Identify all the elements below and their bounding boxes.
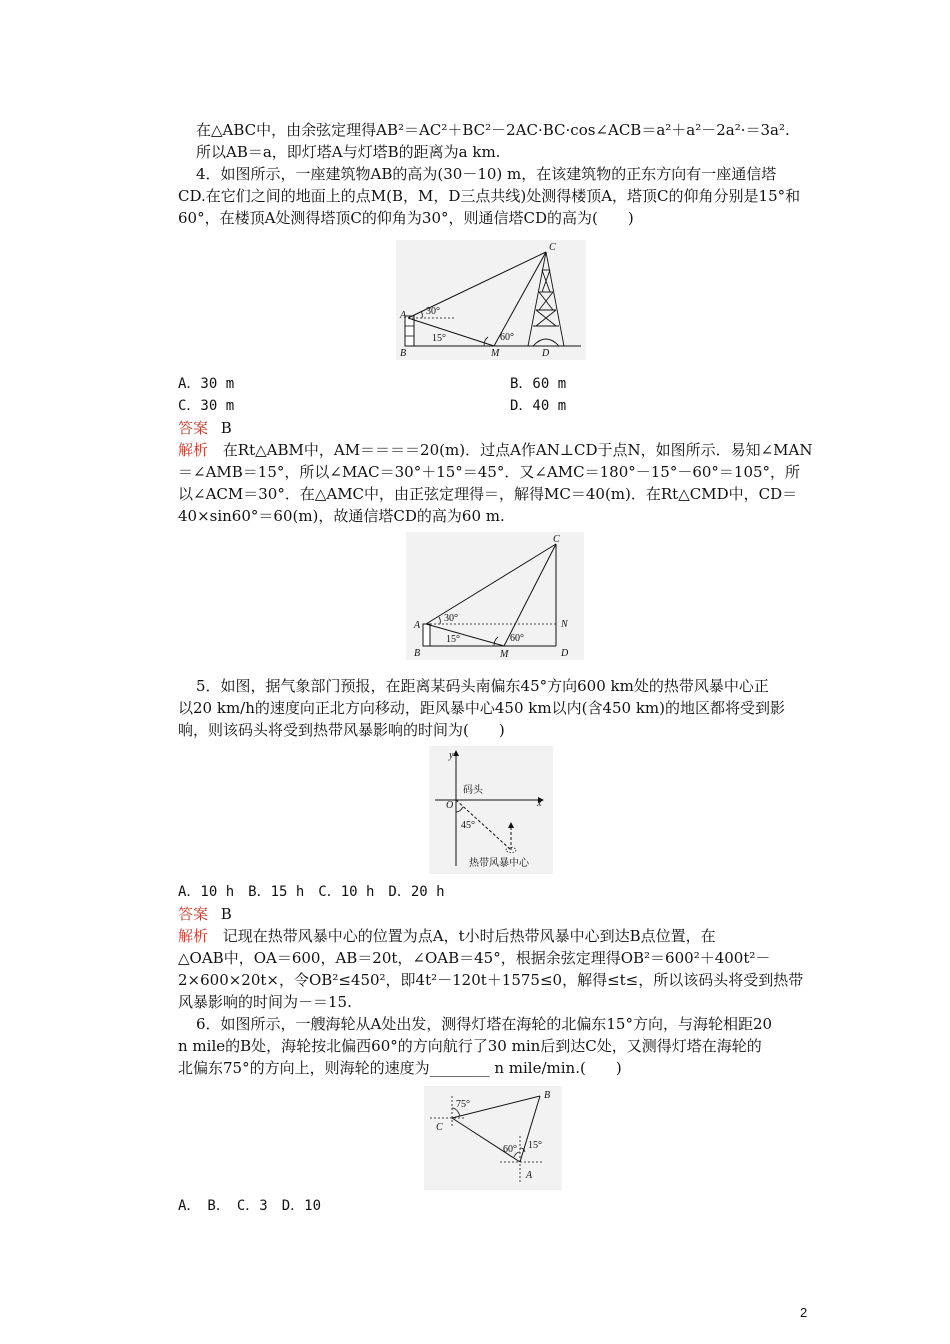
answer-line [178,904,232,924]
angle-60: 60° [503,1144,517,1155]
option-c: C．30 m [178,398,235,414]
label-B: B [400,348,407,359]
angle-15: 15° [446,634,460,645]
angle-60: 60° [510,633,524,644]
label-B: B [544,1090,551,1101]
figure-tower-diagram [396,240,586,360]
angle-45: 45° [461,820,475,831]
angle-15: 15° [432,333,446,344]
axis-y-label: y [449,750,454,761]
analysis-line [178,926,716,946]
label-A: A [526,1170,533,1181]
figure-storm-diagram [429,746,553,874]
dock-label: 码头 [463,785,483,796]
answer-label: 答案 [178,905,209,923]
question-6-text: 6．如图所示，一艘海轮从A处出发，测得灯塔在海轮的北偏东15°方向，与海轮相距20 [196,1015,773,1033]
label-D: D [561,648,569,659]
question-5-text: 响，则该码头将受到热带风暴影响的时间为( ) [178,721,505,739]
answer-value: B [220,905,232,923]
answer-line [178,418,232,438]
answer-label: 答案 [178,419,209,437]
label-M: M [500,649,509,660]
option-a: A．30 m [178,376,235,392]
angle-75: 75° [456,1099,470,1110]
label-C: C [436,1122,443,1133]
angle-60: 60° [500,332,514,343]
analysis-text: 风暴影响的时间为－＝15. [178,993,352,1011]
axis-x-label: x [537,798,542,809]
label-B: B [414,648,421,659]
angle-15: 15° [528,1140,542,1151]
label-A: A [414,620,421,631]
question-6-text: n mile的B处，海轮按北偏西60°的方向航行了30 min后到达C处，又测得灯塔在海轮的 [178,1037,762,1055]
option-b: B．60 m [510,376,567,392]
label-A: A [400,310,407,321]
storm-label: 热带风暴中心 [469,858,529,869]
analysis-label: 解析 [178,441,209,459]
question-4-text: 60°，在楼顶A处测得塔顶C的仰角为30°，则通信塔CD的高为( ) [178,209,634,227]
analysis-text: 2×600×20t×，令OB²≤450²，即4t²－120t＋1575≤0，解得≤t≤，所以该码头将受到热带 [178,971,804,989]
label-N: N [561,619,568,630]
text-line: 所以AB＝a，即灯塔A与灯塔B的距离为a km. [196,143,501,161]
analysis-label: 解析 [178,927,209,945]
analysis-line [178,440,813,460]
question-6-text: 北偏东75°的方向上，则海轮的速度为________ n mile/min.( ) [178,1059,622,1077]
origin-label: O [446,800,454,811]
label-D: D [542,348,550,359]
analysis-text: 记现在热带风暴中心的位置为点A，t小时后热带风暴中心到达B点位置，在 [222,927,716,945]
analysis-text: 在Rt△ABM中，AM＝＝＝＝20(m)．过点A作AN⊥CD于点N，如图所示．易知∠MAN [222,441,813,459]
label-C: C [553,534,560,545]
analysis-text: ＝∠AMB＝15°，所以∠MAC＝30°＋15°＝45°．又∠AMC＝180°－15°－60°＝105°，所 [178,463,801,481]
analysis-text: 40×sin60°＝60(m)，故通信塔CD的高为60 m. [178,507,505,525]
angle-30: 30° [444,613,458,624]
figure-solution-diagram [406,532,584,660]
figure-navigation-diagram [424,1086,562,1190]
question-5-text: 5．如图，据气象部门预报，在距离某码头南偏东45°方向600 km处的热带风暴中心正 [196,677,769,695]
question-4-text: 4．如图所示，一座建筑物AB的高为(30－10) m，在该建筑物的正东方向有一座通信塔 [196,165,777,183]
option-d: D．40 m [510,398,567,414]
question-5-text: 以20 km/h的速度向正北方向移动，距风暴中心450 km以内(含450 km)的地区都将受到影 [178,699,786,717]
page-number: 2 [800,1305,808,1320]
text-line: 在△ABC中，由余弦定理得AB²＝AC²＋BC²－2AC·BC·cos∠ACB＝a²＋a²－2a²·＝3a². [196,121,790,139]
label-C: C [549,242,556,253]
question-4-text: CD.在它们之间的地面上的点M(B，M，D三点共线)处测得楼顶A，塔顶C的仰角分别是15°和 [178,187,801,205]
options-q5: A．10 h B．15 h C．10 h D．20 h [178,884,445,900]
angle-30: 30° [426,306,440,317]
label-M: M [491,348,500,359]
answer-value: B [220,419,232,437]
analysis-text: △OAB中，OA＝600，AB＝20t，∠OAB＝45°，根据余弦定理得OB²＝600²＋400t²－ [178,949,771,967]
options-q6: A． B． C．3 D．10 [178,1198,322,1214]
analysis-text: 以∠ACM＝30°．在△AMC中，由正弦定理得＝，解得MC＝40(m)．在Rt△CMD中，CD＝ [178,485,798,503]
